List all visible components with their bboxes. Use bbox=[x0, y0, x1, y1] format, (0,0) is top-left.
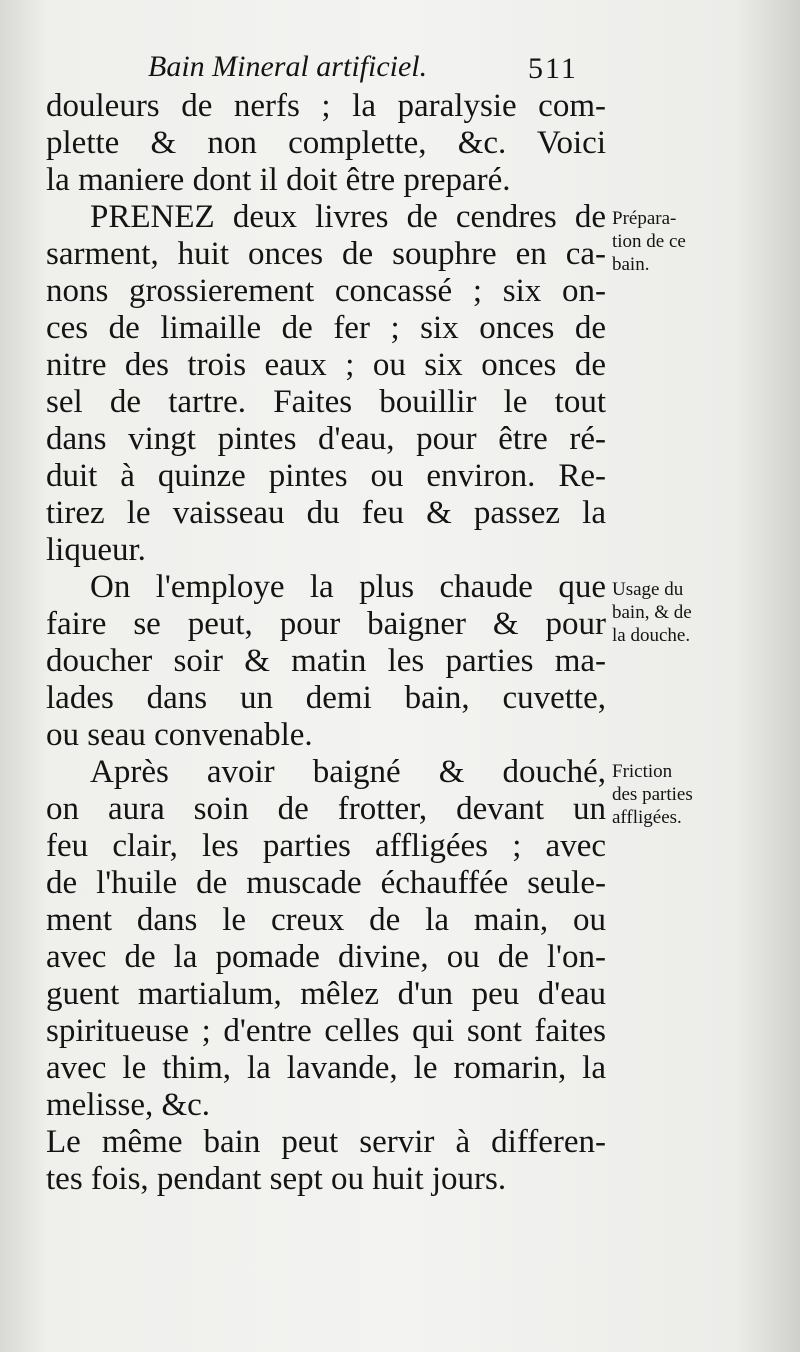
margin-note-line: bain, & de bbox=[612, 602, 692, 623]
margin-note-line: Prépara- bbox=[612, 208, 677, 229]
text-line: dans vingt pintes d'eau, pour être ré- bbox=[46, 421, 606, 457]
text-line: tirez le vaisseau du feu & passez la bbox=[46, 495, 606, 531]
margin-note-line: la douche. bbox=[612, 625, 691, 646]
text-line: doucher soir & matin les parties ma- bbox=[46, 643, 606, 679]
margin-note-friction bbox=[612, 760, 762, 829]
text-line: On l'employe la plus chaude que bbox=[90, 569, 606, 605]
text-line: sarment, huit onces de souphre en ca- bbox=[46, 236, 606, 272]
margin-note-line: Usage du bbox=[612, 579, 684, 600]
text-line: ces de limaille de fer ; six onces de bbox=[46, 310, 606, 346]
text-line: spiritueuse ; d'entre celles qui sont faites bbox=[46, 1013, 606, 1049]
text-line: ment dans le creux de la main, ou bbox=[46, 902, 606, 938]
text-line: duit à quinze pintes ou environ. Re- bbox=[46, 458, 606, 494]
running-title: Bain Mineral artificiel. bbox=[148, 50, 428, 83]
text-line: plette & non complette, &c. Voici bbox=[46, 125, 606, 161]
main-text-column bbox=[46, 88, 606, 1198]
text-line: PRENEZ deux livres de cendres de bbox=[90, 199, 606, 235]
text-line: douleurs de nerfs ; la paralysie com- bbox=[46, 88, 606, 124]
text-line: melisse, &c. bbox=[46, 1087, 211, 1123]
text-line: Après avoir baigné & douché, bbox=[90, 754, 606, 790]
text-line: lades dans un demi bain, cuvette, bbox=[46, 680, 606, 716]
margin-note-line: des parties bbox=[612, 784, 693, 805]
margin-note-line: affligées. bbox=[612, 807, 682, 828]
margin-note-line: Friction bbox=[612, 761, 673, 782]
text-line: avec de la pomade divine, ou de l'on- bbox=[46, 939, 606, 975]
margin-note-line: bain. bbox=[612, 254, 650, 275]
text-line: tes fois, pendant sept ou huit jours. bbox=[46, 1161, 507, 1197]
text-line: de l'huile de muscade échauffée seule- bbox=[46, 865, 606, 901]
text-line: la maniere dont il doit être preparé. bbox=[46, 162, 511, 198]
text-line: nitre des trois eaux ; ou six onces de bbox=[46, 347, 606, 383]
text-line: faire se peut, pour baigner & pour bbox=[46, 606, 606, 642]
text-line: nons grossierement concassé ; six on- bbox=[46, 273, 606, 309]
margin-note-usage bbox=[612, 578, 762, 647]
text-line: feu clair, les parties affligées ; avec bbox=[46, 828, 606, 864]
margin-note-preparation bbox=[612, 207, 762, 276]
text-line: liqueur. bbox=[46, 532, 146, 568]
text-line: ou seau convenable. bbox=[46, 717, 313, 753]
text-line: on aura soin de frotter, devant un bbox=[46, 791, 606, 827]
text-line: avec le thim, la lavande, le romarin, la bbox=[46, 1050, 606, 1086]
text-line: guent martialum, mêlez d'un peu d'eau bbox=[46, 976, 606, 1012]
text-line: sel de tartre. Faites bouillir le tout bbox=[46, 384, 606, 420]
margin-note-line: tion de ce bbox=[612, 231, 686, 252]
page-number: 511 bbox=[528, 52, 578, 85]
text-line: Le même bain peut servir à differen- bbox=[46, 1124, 606, 1160]
